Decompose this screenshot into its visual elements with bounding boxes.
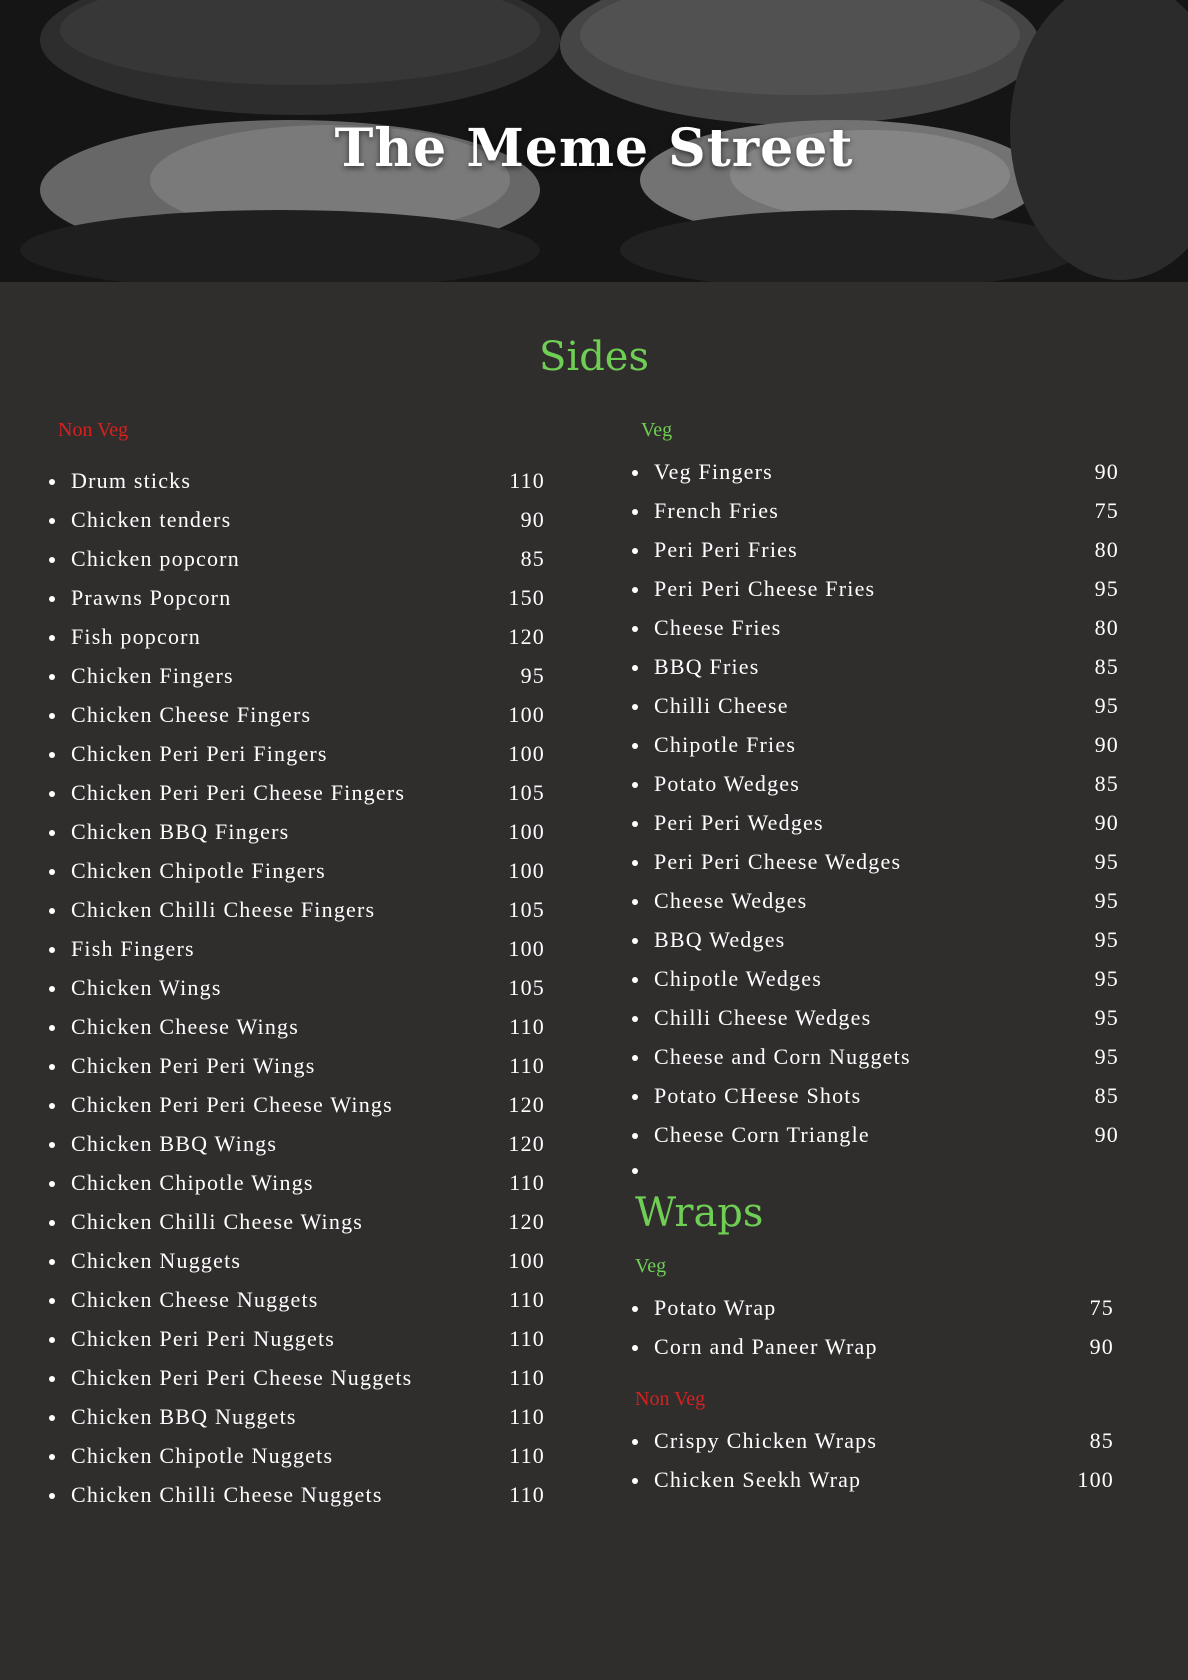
bullet-dot-icon [632,782,638,788]
menu-item-name: Prawns Popcorn [71,585,232,610]
menu-item [632,608,1119,647]
menu-item-name: Chicken Nuggets [71,1248,242,1273]
bullet-dot-icon [632,743,638,749]
bullet-dot-icon [632,665,638,671]
bullet-dot-icon [632,899,638,905]
wraps-non-veg-label: Non Veg [635,1388,706,1410]
menu-item-price: 95 [1094,966,1119,991]
bullet-dot-icon [49,635,55,641]
menu-item-name: Corn and Paneer Wrap [654,1334,878,1359]
menu-item [49,1124,545,1163]
menu-item-name: Cheese Wedges [654,888,808,913]
menu-item-price: 150 [508,585,545,610]
sides-veg-label: Veg [641,419,673,441]
menu-item [49,929,545,968]
menu-item-name: Chicken Peri Peri Cheese Nuggets [71,1365,413,1390]
menu-item-name: Chicken Chipotle Fingers [71,858,326,883]
menu-item-name: Chicken tenders [71,507,232,532]
menu-item [49,1241,545,1280]
menu-item-price: 100 [508,741,545,766]
menu-item-price: 80 [1094,537,1119,562]
menu-item-price: 95 [1094,1044,1119,1069]
bullet-dot-icon [632,1133,638,1139]
menu-item-name: BBQ Fries [654,654,760,679]
menu-item-price: 95 [520,663,545,688]
menu-item-name: Chicken Peri Peri Fingers [71,741,328,766]
bullet-dot-icon [632,977,638,983]
bullet-dot-icon [632,626,638,632]
menu-item-name: BBQ Wedges [654,927,786,952]
menu-item [632,569,1119,608]
menu-item-name: Chipotle Wedges [654,966,822,991]
menu-item-price: 95 [1094,693,1119,718]
bullet-dot-icon [49,752,55,758]
menu-item [632,764,1119,803]
sides-veg-list [632,452,1119,1154]
menu-item [632,959,1119,998]
menu-item-name: Chipotle Fries [654,732,797,757]
menu-item-price: 120 [508,1092,545,1117]
menu-item-name: Fish Fingers [71,936,195,961]
hero-banner [0,0,1188,282]
bullet-dot-icon [632,938,638,944]
menu-item-name: Potato Wrap [654,1295,777,1320]
menu-item-price: 100 [508,936,545,961]
menu-item-name: Chicken Wings [71,975,222,1000]
bullet-dot-icon [632,1168,638,1174]
menu-item-name: Peri Peri Fries [654,537,798,562]
menu-item-price: 110 [509,1443,545,1468]
menu-item-name: Chilli Cheese Wedges [654,1005,872,1030]
menu-item-price: 90 [520,507,545,532]
menu-item [49,461,545,500]
menu-item-price: 75 [1094,498,1119,523]
bullet-dot-icon [49,1415,55,1421]
menu-item-name: Peri Peri Cheese Fries [654,576,876,601]
menu-item-name: Cheese and Corn Nuggets [654,1044,911,1069]
menu-item-name: Chilli Cheese [654,693,789,718]
menu-item [49,1007,545,1046]
menu-item [632,998,1119,1037]
menu-item [49,617,545,656]
menu-item-price: 110 [509,1014,545,1039]
menu-item-name: Potato Wedges [654,771,801,796]
menu-item [632,1460,1114,1499]
bullet-dot-icon [49,596,55,602]
menu-item [49,1319,545,1358]
bullet-dot-icon [632,1055,638,1061]
bullet-dot-icon [49,1181,55,1187]
menu-item-price: 100 [1077,1467,1114,1492]
wraps-non-veg-list [632,1421,1114,1499]
menu-item-price: 110 [509,1482,545,1507]
menu-item-price: 110 [509,1170,545,1195]
menu-item-price: 85 [1089,1428,1114,1453]
menu-item [632,686,1119,725]
menu-item-name: Cheese Fries [654,615,782,640]
bullet-dot-icon [49,1454,55,1460]
menu-item-price: 90 [1094,1122,1119,1147]
menu-item [632,1115,1119,1154]
menu-item-name: Chicken BBQ Wings [71,1131,278,1156]
menu-item [632,1327,1114,1366]
sides-non-veg-label: Non Veg [58,419,129,441]
menu-item [49,734,545,773]
menu-item [632,803,1119,842]
menu-item-price: 90 [1094,810,1119,835]
menu-item-name: Chicken Peri Peri Wings [71,1053,316,1078]
wraps-veg-label: Veg [635,1255,667,1277]
bullet-dot-icon [49,869,55,875]
menu-item [632,920,1119,959]
menu-item [49,578,545,617]
menu-item-price: 90 [1089,1334,1114,1359]
sides-non-veg-list [49,461,545,1514]
menu-item-name: Peri Peri Wedges [654,810,824,835]
menu-item-price: 110 [509,1326,545,1351]
menu-item [49,1085,545,1124]
menu-item [632,725,1119,764]
menu-item-price: 120 [508,624,545,649]
menu-item [49,695,545,734]
bullet-dot-icon [632,509,638,515]
menu-item [49,851,545,890]
bullet-dot-icon [49,986,55,992]
menu-item [632,1421,1114,1460]
menu-item [49,1436,545,1475]
menu-item-name: Potato CHeese Shots [654,1083,862,1108]
bullet-dot-icon [632,821,638,827]
menu-item-name: Veg Fingers [654,459,773,484]
menu-item-name: Chicken popcorn [71,546,240,571]
menu-item-name: Chicken Cheese Fingers [71,702,312,727]
menu-item [49,1358,545,1397]
menu-item [49,812,545,851]
menu-item-name: Chicken BBQ Nuggets [71,1404,297,1429]
menu-item [49,1397,545,1436]
menu-item [632,452,1119,491]
bullet-dot-icon [632,1345,638,1351]
menu-item-price: 105 [508,780,545,805]
bullet-dot-icon [632,1016,638,1022]
menu-item-price: 80 [1094,615,1119,640]
menu-item-price: 105 [508,897,545,922]
menu-item-price: 100 [508,1248,545,1273]
menu-item-name: Chicken Cheese Nuggets [71,1287,319,1312]
menu-item [632,491,1119,530]
bullet-dot-icon [49,674,55,680]
menu-item-price: 120 [508,1131,545,1156]
bullet-dot-icon [632,860,638,866]
menu-item-name: Drum sticks [71,468,192,493]
wraps-heading: Wraps [635,1190,764,1236]
bullet-dot-icon [632,1306,638,1312]
bullet-dot-icon [49,1376,55,1382]
menu-item-name: Chicken Fingers [71,663,234,688]
menu-item [49,1280,545,1319]
menu-item-name: Chicken Chilli Cheese Nuggets [71,1482,383,1507]
bullet-dot-icon [49,713,55,719]
bullet-dot-icon [49,1103,55,1109]
menu-item-name: Fish popcorn [71,624,201,649]
menu-item [632,647,1119,686]
menu-item [49,1163,545,1202]
menu-item [632,1076,1119,1115]
menu-item-price: 110 [509,468,545,493]
menu-item-price: 100 [508,858,545,883]
menu-item [49,1475,545,1514]
bullet-dot-icon [632,470,638,476]
bullet-dot-icon [49,479,55,485]
menu-item-price: 75 [1089,1295,1114,1320]
menu-item-price: 90 [1094,459,1119,484]
bullet-dot-icon [49,830,55,836]
menu-item-price: 95 [1094,1005,1119,1030]
menu-item-price: 120 [508,1209,545,1234]
menu-item-name: Chicken Peri Peri Cheese Wings [71,1092,393,1117]
menu-item [49,539,545,578]
menu-item-price: 110 [509,1053,545,1078]
menu-item [632,1037,1119,1076]
bullet-dot-icon [49,557,55,563]
menu-item-price: 95 [1094,849,1119,874]
menu-item [632,1288,1114,1327]
menu-item-price: 85 [1094,1083,1119,1108]
menu-item-price: 100 [508,819,545,844]
bullet-dot-icon [632,548,638,554]
menu-item-price: 85 [1094,771,1119,796]
menu-item [49,500,545,539]
menu-item-price: 85 [520,546,545,571]
page-title: The Meme Street [334,118,854,179]
menu-item [632,530,1119,569]
wraps-veg-list [632,1288,1114,1366]
bullet-dot-icon [49,1025,55,1031]
menu-item-name: Chicken Cheese Wings [71,1014,300,1039]
bullet-dot-icon [632,1439,638,1445]
bullet-dot-icon [49,1259,55,1265]
bullet-dot-icon [632,587,638,593]
menu-item-name: Chicken Chilli Cheese Wings [71,1209,364,1234]
menu-item [632,842,1119,881]
menu-item-price: 95 [1094,927,1119,952]
menu-item-name: Crispy Chicken Wraps [654,1428,878,1453]
bullet-dot-icon [49,1493,55,1499]
menu-item-price: 110 [509,1287,545,1312]
menu-item-name: Chicken Peri Peri Cheese Fingers [71,780,406,805]
menu-item-price: 110 [509,1404,545,1429]
menu-item-name: Cheese Corn Triangle [654,1122,870,1147]
menu-item-price: 90 [1094,732,1119,757]
bullet-dot-icon [632,1094,638,1100]
bullet-dot-icon [49,791,55,797]
menu-item [49,968,545,1007]
bullet-dot-icon [49,518,55,524]
bullet-dot-icon [49,908,55,914]
menu-item-name: Chicken Chipotle Nuggets [71,1443,334,1468]
menu-item-price: 95 [1094,888,1119,913]
menu-item-name: Chicken Chipotle Wings [71,1170,314,1195]
bullet-dot-icon [49,1064,55,1070]
menu-item-name: Peri Peri Cheese Wedges [654,849,902,874]
menu-item [49,1046,545,1085]
menu-item-name: Chicken Seekh Wrap [654,1467,862,1492]
menu-item-price: 110 [509,1365,545,1390]
bullet-dot-icon [49,1337,55,1343]
sides-heading: Sides [539,334,649,380]
bullet-dot-icon [632,1478,638,1484]
menu-item [49,890,545,929]
menu-item-name: French Fries [654,498,779,523]
bullet-dot-icon [632,704,638,710]
menu-item [49,773,545,812]
menu-item [49,1202,545,1241]
bullet-dot-icon [49,1298,55,1304]
bullet-dot-icon [49,1142,55,1148]
menu-item-price: 95 [1094,576,1119,601]
menu-item-price: 100 [508,702,545,727]
menu-item-price: 85 [1094,654,1119,679]
menu-item-price: 105 [508,975,545,1000]
bullet-dot-icon [49,1220,55,1226]
menu-item-name: Chicken BBQ Fingers [71,819,290,844]
menu-item-name: Chicken Peri Peri Nuggets [71,1326,336,1351]
menu-item-name: Chicken Chilli Cheese Fingers [71,897,376,922]
bullet-dot-icon [49,947,55,953]
menu-item [49,656,545,695]
menu-item [632,881,1119,920]
